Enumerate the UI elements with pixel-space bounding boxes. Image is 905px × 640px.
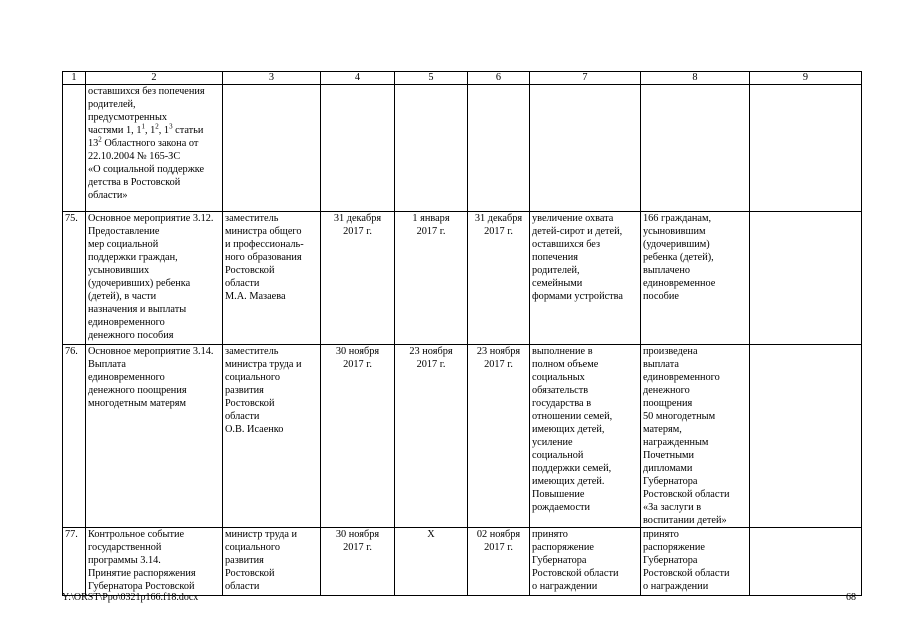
cell-num: 75.	[63, 212, 86, 345]
cont-line: предусмотренных	[88, 112, 168, 123]
col-header-3: 3	[223, 72, 321, 85]
cell-name: Основное мероприятие 3.14. Выплата единовременного денежного поощрения многодетным матерям	[86, 345, 223, 528]
cell-date-plan	[321, 85, 395, 212]
col-header-4: 4	[321, 72, 395, 85]
footer-page-number: 68	[846, 592, 856, 603]
cell-date-start: 1 января 2017 г.	[395, 212, 468, 345]
cell-date-end: 31 декабря 2017 г.	[468, 212, 530, 345]
col-header-9: 9	[750, 72, 862, 85]
cell-result-plan: выполнение в полном объеме социальных обязательств государства в отношении семей, имеющих детей, усиление социальной поддержки семей, имеющих детей. Повышение рождаемости	[530, 345, 641, 528]
cell-result-fact: произведена выплата единовременного денежного поощрения 50 многодетным матерям, награжденным Почетными дипломами Губернатора Ростовской области «За заслуги в воспитании детей»	[641, 345, 750, 528]
cell-result-fact: принято распоряжение Губернатора Ростовской области о награждении	[641, 528, 750, 596]
cell-date-plan: 31 декабря 2017 г.	[321, 212, 395, 345]
cont-line: родителей,	[88, 99, 136, 110]
cell-name: Контрольное событие государственной программы 3.14. Принятие распоряжения Губернатора Ростовской	[86, 528, 223, 596]
col-header-2: 2	[86, 72, 223, 85]
cell-date-end	[468, 85, 530, 212]
cell-num: 77.	[63, 528, 86, 596]
col-header-8: 8	[641, 72, 750, 85]
cont-lines-after: 22.10.2004 № 165-ЗС «О социальной поддержке детства в Ростовской области»	[88, 151, 205, 201]
table-row-continuation	[63, 85, 862, 212]
column-numbers-row	[63, 72, 862, 85]
cont-line-parts: частями 1, $1^1$, $1^2$, $1^3$ статьи	[88, 122, 204, 136]
cont-line-article: $13^2$ Областного закона от	[88, 135, 199, 149]
cell-date-start: 23 ноября 2017 г.	[395, 345, 468, 528]
cell-name-continuation	[86, 85, 223, 212]
cell-responsible: министр труда и социального развития Ростовской области	[223, 528, 321, 596]
col-header-5: 5	[395, 72, 468, 85]
cell-date-end: 23 ноября 2017 г.	[468, 345, 530, 528]
cell-date-start	[395, 85, 468, 212]
cell-date-end: 02 ноября 2017 г.	[468, 528, 530, 596]
cell-num: 76.	[63, 345, 86, 528]
measures-table	[62, 71, 862, 596]
cell-date-plan: 30 ноября 2017 г.	[321, 345, 395, 528]
col-header-6: 6	[468, 72, 530, 85]
cell-responsible: заместитель министра общего и профессиональ- ного образования Ростовской области М.А. Мазаева	[223, 212, 321, 345]
cell-responsible	[223, 85, 321, 212]
cell-responsible: заместитель министра труда и социального развития Ростовской области О.В. Исаенко	[223, 345, 321, 528]
table-row-75	[63, 212, 862, 345]
cell-result-plan: принято распоряжение Губернатора Ростовской области о награждении	[530, 528, 641, 596]
cell-note	[750, 212, 862, 345]
cell-date-start: Х	[395, 528, 468, 596]
col-header-1: 1	[63, 72, 86, 85]
cell-name: Основное мероприятие 3.12. Предоставление мер социальной поддержки граждан, усыновивших (удочеривших) ребенка (детей), в части назначения и выплаты единовременного денежного пособия	[86, 212, 223, 345]
cell-result-fact: 166 гражданам, усыновившим (удочерившим) ребенка (детей), выплачено единовременное пособие	[641, 212, 750, 345]
cell-date-plan: 30 ноября 2017 г.	[321, 528, 395, 596]
table-row-76	[63, 345, 862, 528]
cell-num	[63, 85, 86, 212]
footer-file-path: Y:\ORST\Ppo\0321p166.f18.docx	[62, 592, 199, 603]
cell-note	[750, 345, 862, 528]
cell-note	[750, 85, 862, 212]
table-row-77	[63, 528, 862, 596]
cell-result-plan	[530, 85, 641, 212]
col-header-7: 7	[530, 72, 641, 85]
cell-note	[750, 528, 862, 596]
cont-line: оставшихся без попечения	[88, 86, 205, 97]
cell-result-plan: увеличение охвата детей-сирот и детей, оставшихся без попечения родителей, семейными формами устройства	[530, 212, 641, 345]
cell-result-fact	[641, 85, 750, 212]
